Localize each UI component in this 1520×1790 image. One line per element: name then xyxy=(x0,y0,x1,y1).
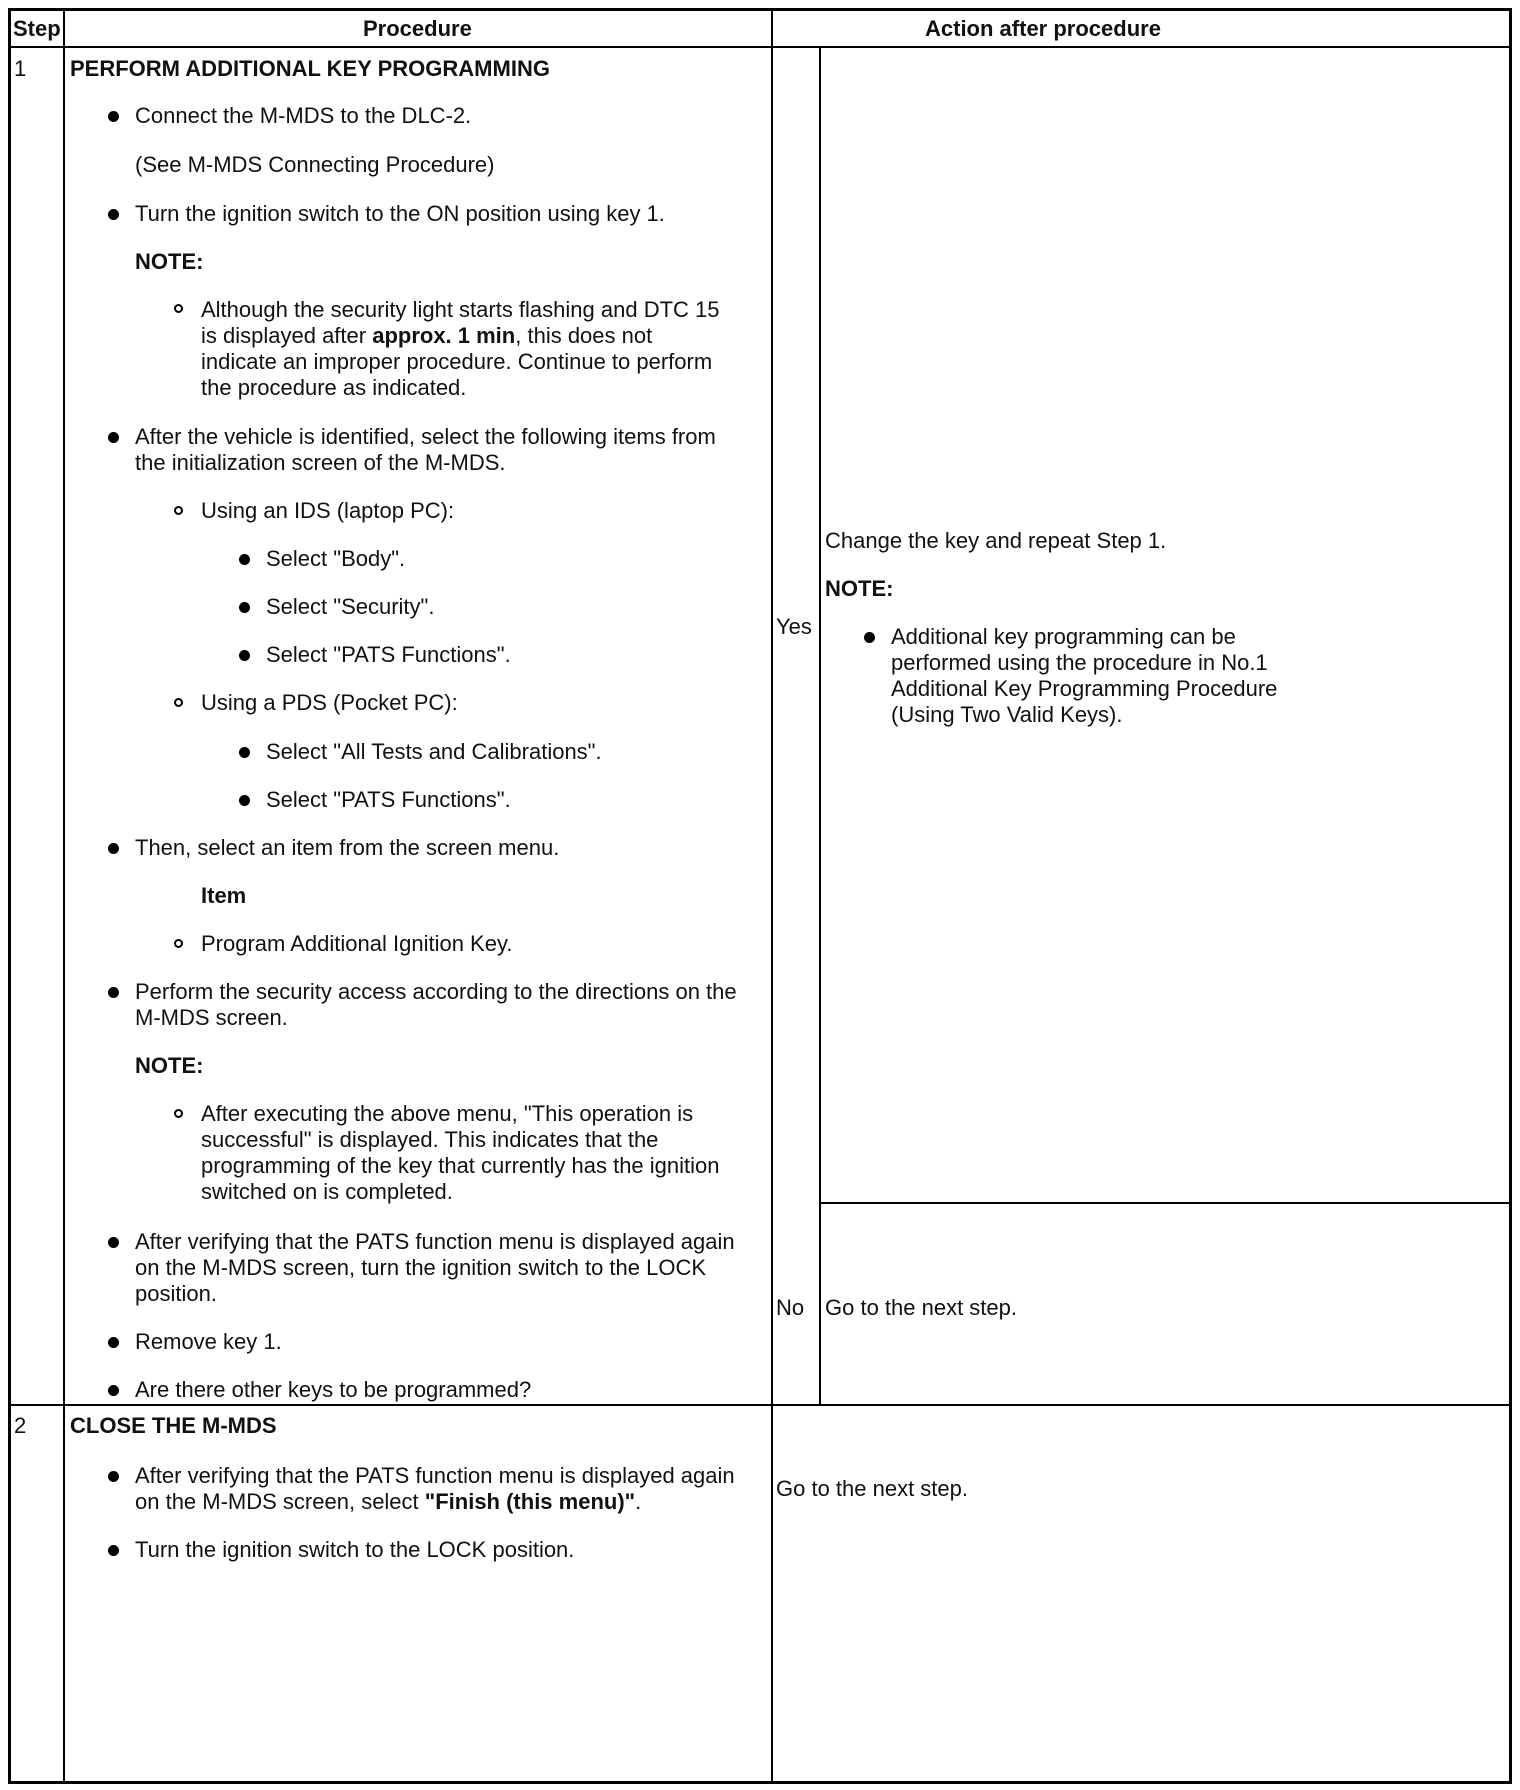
yes-action: Change the key and repeat Step 1. xyxy=(825,528,1167,553)
circle-bullet-icon xyxy=(174,698,183,707)
after-identified-line2: the initialization screen of the M-MDS. xyxy=(135,450,506,475)
bullet-icon xyxy=(239,747,250,758)
no-action: Go to the next step. xyxy=(825,1295,1018,1320)
answer-column-divider xyxy=(819,46,821,1404)
verify-line1: After verifying that the PATS function menu is displayed again xyxy=(135,1229,735,1254)
bullet-icon xyxy=(108,1337,119,1348)
step2-number: 2 xyxy=(14,1413,27,1438)
note1-line4: the procedure as indicated. xyxy=(201,375,467,400)
note1-label: NOTE: xyxy=(135,249,204,274)
bullet-icon xyxy=(239,554,250,565)
select-pats-pds: Select "PATS Functions". xyxy=(266,787,511,812)
yes-note-line4: (Using Two Valid Keys). xyxy=(891,702,1123,727)
bullet-icon xyxy=(239,602,250,613)
step1-see-link: (See M-MDS Connecting Procedure) xyxy=(135,152,495,177)
procedure-table xyxy=(8,8,1512,1784)
note2-line2: successful" is displayed. This indicates that the xyxy=(201,1127,659,1152)
bullet-icon xyxy=(108,1471,119,1482)
bullet-icon xyxy=(108,987,119,998)
ids-option: Using an IDS (laptop PC): xyxy=(201,498,455,523)
step1-number: 1 xyxy=(14,56,27,81)
yes-note-line3: Additional Key Programming Procedure xyxy=(891,676,1278,701)
note1-line1: Although the security light starts flashing and DTC 15 xyxy=(201,297,720,322)
step2-verify-line2: on the M-MDS screen, select "Finish (this menu)". xyxy=(135,1489,642,1514)
bullet-icon xyxy=(108,1545,119,1556)
question: Are there other keys to be programmed? xyxy=(135,1377,532,1402)
yes-label: Yes xyxy=(776,614,812,639)
step1-title: PERFORM ADDITIONAL KEY PROGRAMMING xyxy=(70,56,550,81)
header-divider xyxy=(11,46,1509,48)
yes-note-line2: performed using the procedure in No.1 xyxy=(891,650,1268,675)
step1-turn-on: Turn the ignition switch to the ON position using key 1. xyxy=(135,201,665,226)
bullet-icon xyxy=(108,843,119,854)
circle-bullet-icon xyxy=(174,304,183,313)
bullet-icon xyxy=(864,632,875,643)
security-access-line2: M-MDS screen. xyxy=(135,1005,288,1030)
security-access-line1: Perform the security access according to the directions on the xyxy=(135,979,737,1004)
select-all-tests: Select "All Tests and Calibrations". xyxy=(266,739,602,764)
verify-line3: position. xyxy=(135,1281,217,1306)
note2-line3: programming of the key that currently has the ignition xyxy=(201,1153,720,1178)
bullet-icon xyxy=(108,209,119,220)
step2-verify-line1: After verifying that the PATS function menu is displayed again xyxy=(135,1463,735,1488)
yes-note-label: NOTE: xyxy=(825,576,894,601)
note2-line4: switched on is completed. xyxy=(201,1179,453,1204)
bullet-icon xyxy=(108,111,119,122)
verify-line2: on the M-MDS screen, turn the ignition switch to the LOCK xyxy=(135,1255,707,1280)
then-select: Then, select an item from the screen menu. xyxy=(135,835,560,860)
pds-option: Using a PDS (Pocket PC): xyxy=(201,690,458,715)
circle-bullet-icon xyxy=(174,506,183,515)
select-security: Select "Security". xyxy=(266,594,435,619)
bullet-icon xyxy=(239,795,250,806)
program-key-item: Program Additional Ignition Key. xyxy=(201,931,513,956)
note1-line2: is displayed after approx. 1 min, this does not xyxy=(201,323,653,348)
select-body: Select "Body". xyxy=(266,546,406,571)
circle-bullet-icon xyxy=(174,939,183,948)
bullet-icon xyxy=(239,650,250,661)
bullet-icon xyxy=(108,1237,119,1248)
circle-bullet-icon xyxy=(174,1109,183,1118)
note2-line1: After executing the above menu, "This operation is xyxy=(201,1101,694,1126)
step1-connect: Connect the M-MDS to the DLC-2. xyxy=(135,103,472,128)
note2-label: NOTE: xyxy=(135,1053,204,1078)
bullet-icon xyxy=(108,1385,119,1396)
step2-title: CLOSE THE M-MDS xyxy=(70,1413,277,1438)
yes-note-line1: Additional key programming can be xyxy=(891,624,1236,649)
procedure-column-divider xyxy=(771,11,773,1781)
header-action: Action after procedure xyxy=(925,16,1161,41)
yes-no-divider xyxy=(821,1202,1509,1204)
header-procedure: Procedure xyxy=(363,16,472,41)
after-identified-line1: After the vehicle is identified, select the following items from xyxy=(135,424,716,449)
header-step: Step xyxy=(13,16,61,41)
remove-key: Remove key 1. xyxy=(135,1329,282,1354)
no-label: No xyxy=(776,1295,805,1320)
select-pats-ids: Select "PATS Functions". xyxy=(266,642,511,667)
bullet-icon xyxy=(108,432,119,443)
step-column-divider xyxy=(63,11,65,1781)
step2-turn-lock: Turn the ignition switch to the LOCK position. xyxy=(135,1537,575,1562)
step2-action: Go to the next step. xyxy=(776,1476,969,1501)
note1-line3: indicate an improper procedure. Continue to perform xyxy=(201,349,713,374)
item-label: Item xyxy=(201,883,247,908)
